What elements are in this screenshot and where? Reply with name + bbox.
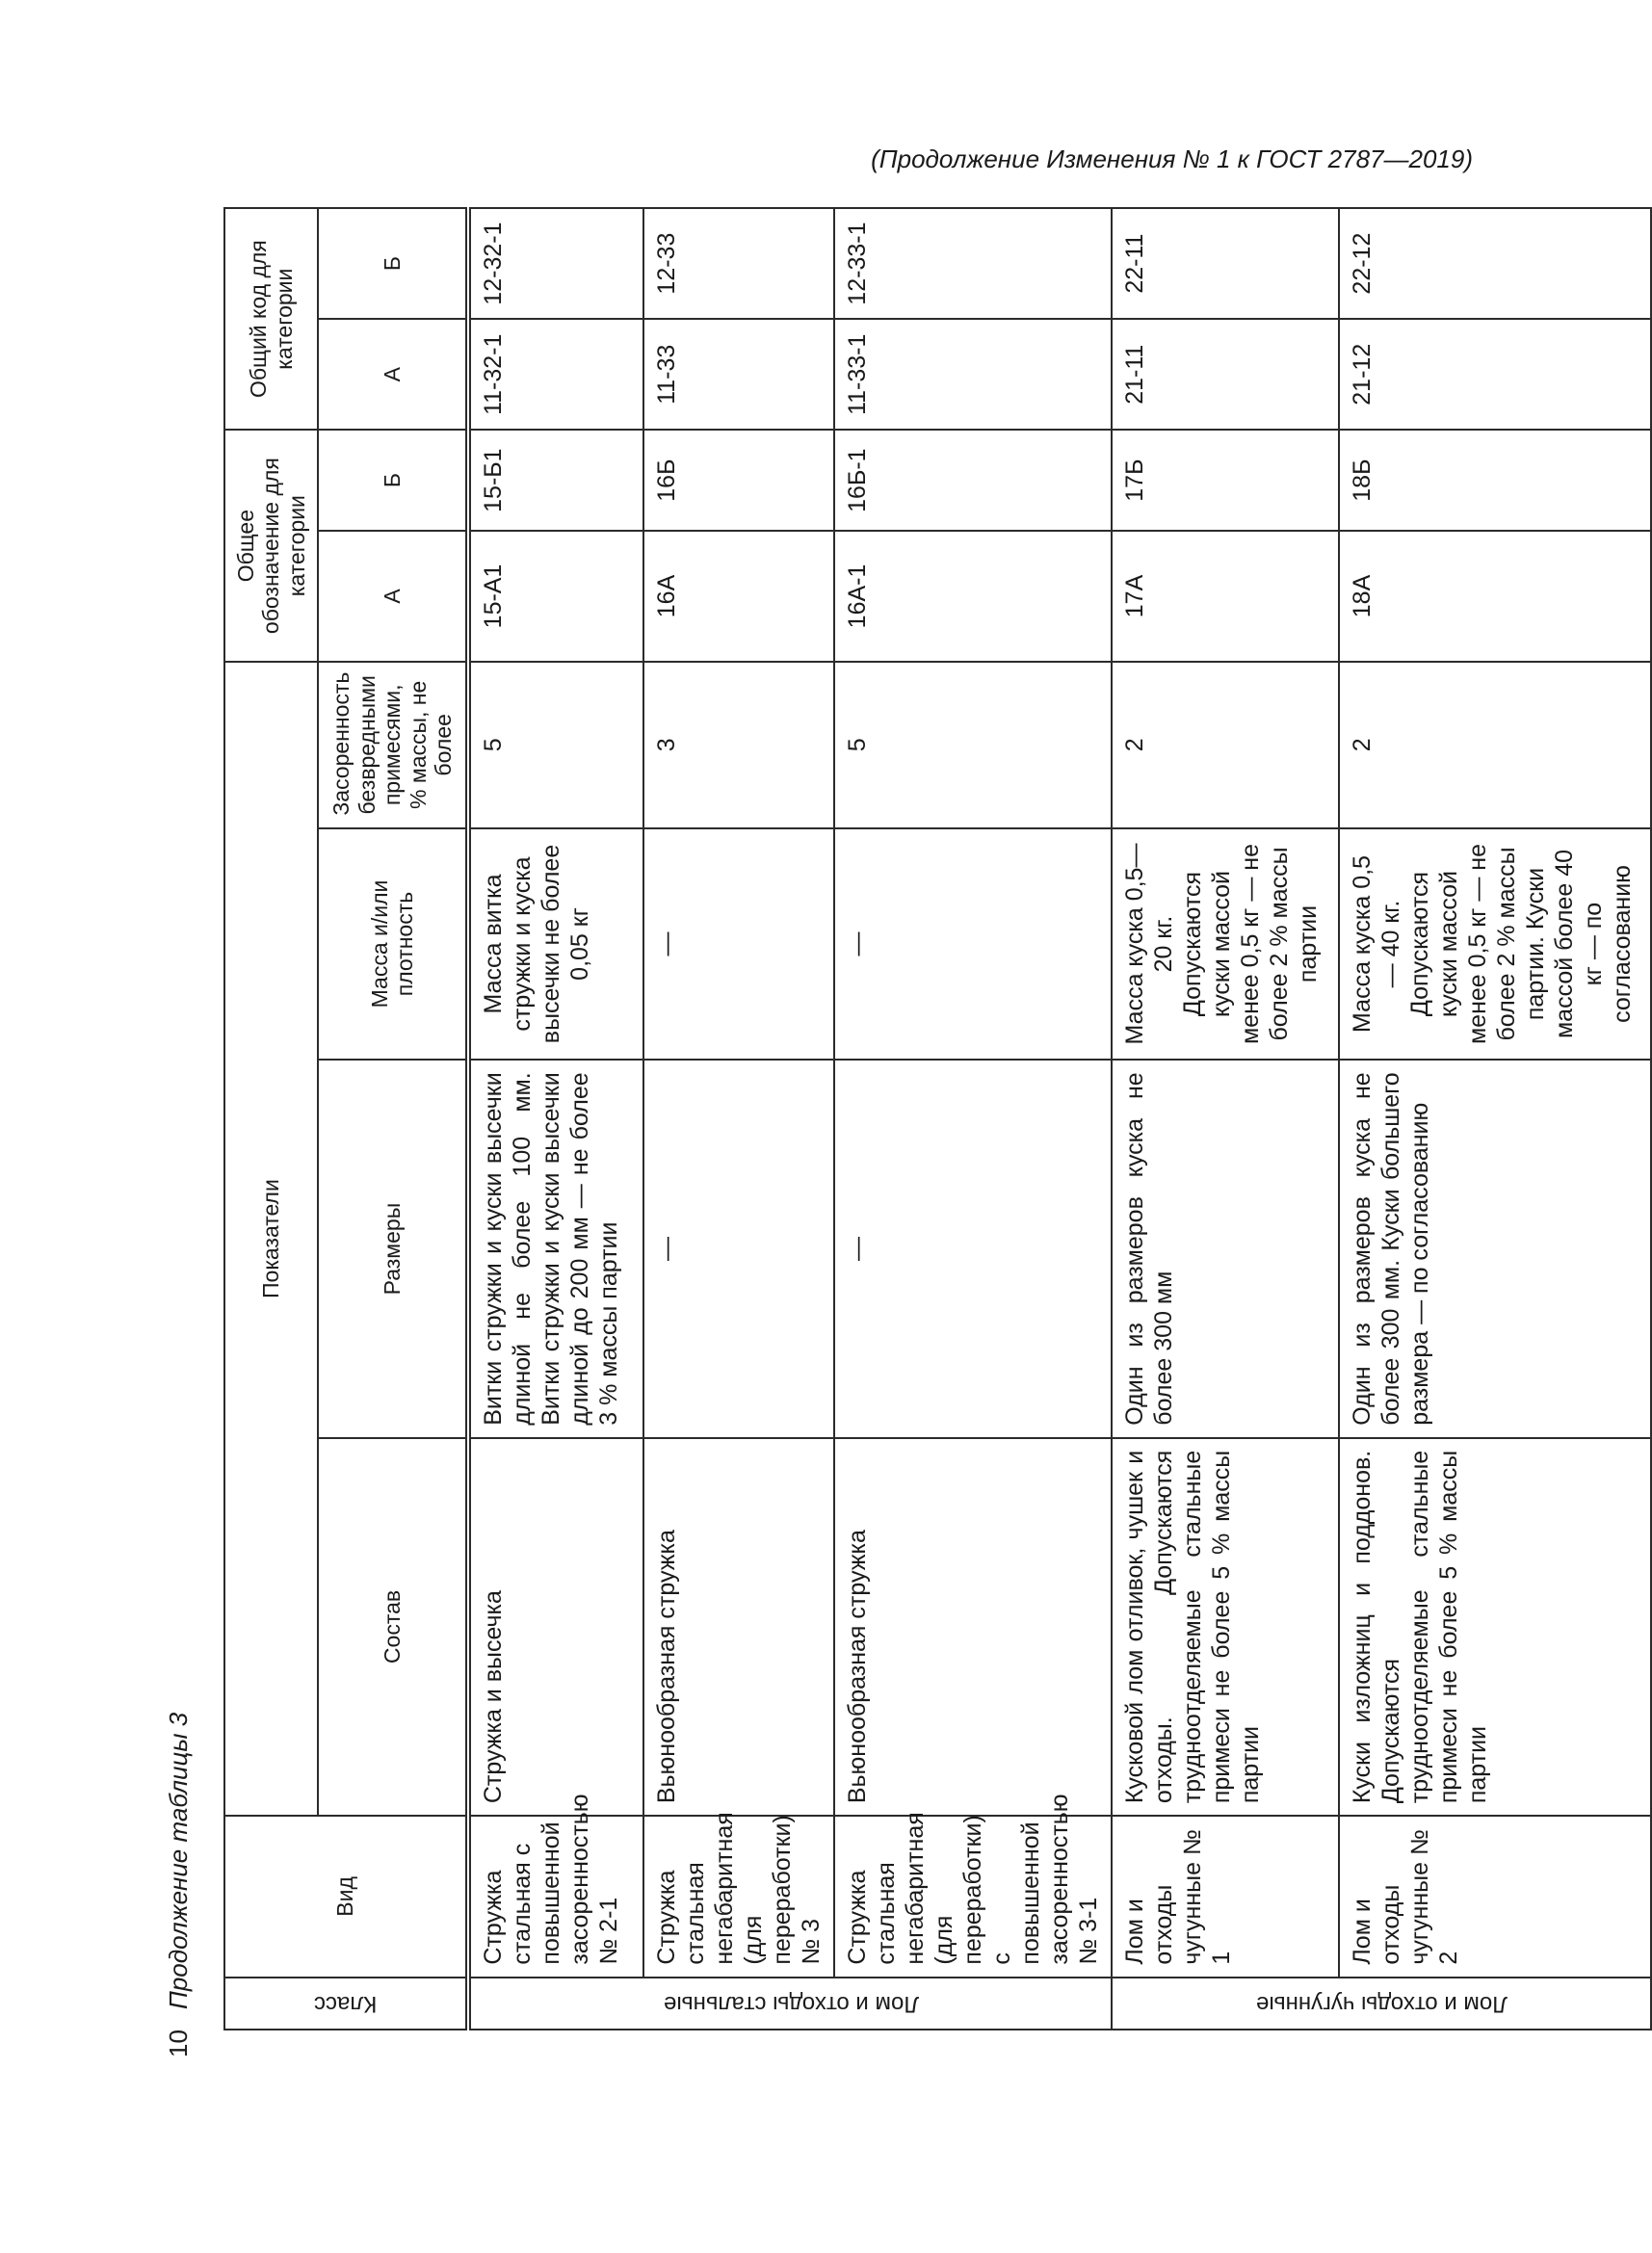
- cell-vid: Лом и отходы чугунные № 1: [1112, 1816, 1339, 1977]
- cell-oboznachenie-a: 16А: [643, 531, 834, 662]
- cell-massa: Масса куска 0,5—20 кг. Допускаются куски массой менее 0,5 кг — не более 2 % массы партии: [1112, 828, 1339, 1061]
- cell-zasor: 2: [1339, 662, 1651, 828]
- header-row-2: [318, 208, 468, 2030]
- group-steel: Лом и отходы стальные: [468, 1978, 1112, 2030]
- table-row: [1112, 208, 1339, 2030]
- cell-vid: Стружка стальная негабаритная (для переработки) с повышенной засоренностью № 3-1: [834, 1816, 1112, 1977]
- cell-kod-a: 21-12: [1339, 319, 1651, 430]
- cell-oboznachenie-b: 15-Б1: [468, 430, 643, 531]
- cell-kod-a: 11-32-1: [468, 319, 643, 430]
- header-category-a: А: [318, 531, 468, 662]
- cell-razmery: Один из размеров куска не более 300 мм: [1112, 1060, 1339, 1437]
- specification-table: [223, 207, 1652, 2030]
- cell-massa: Масса куска 0,5 — 40 кг. Допускаются куски массой менее 0,5 кг — не более 2 % массы партии. Куски массой более 40 кг — по согласованию: [1339, 828, 1651, 1061]
- header-row-1: [224, 208, 318, 2030]
- cell-oboznachenie-b: 16Б: [643, 430, 834, 531]
- header-code-category-b: Б: [318, 208, 468, 319]
- cell-sostav: Стружка и высечка: [468, 1438, 643, 1816]
- cell-kod-b: 22-11: [1112, 208, 1339, 319]
- cell-oboznachenie-a: 15-А1: [468, 531, 643, 662]
- page-number: 10: [164, 2030, 193, 2057]
- cell-kod-a: 21-11: [1112, 319, 1339, 430]
- cell-oboznachenie-b: 17Б: [1112, 430, 1339, 531]
- cell-kod-b: 12-32-1: [468, 208, 643, 319]
- cell-vid: Стружка стальная с повышенной засоренностью № 2-1: [468, 1816, 643, 1977]
- table-row: [834, 208, 1112, 2030]
- header-vid: Вид: [224, 1816, 468, 1977]
- header-category-b: Б: [318, 430, 468, 531]
- header-zasor: Засоренность безвредными примесями, % массы, не более: [318, 662, 468, 828]
- table-row: [643, 208, 834, 2030]
- header-klass: Класс: [224, 1978, 468, 2030]
- cell-massa: —: [834, 828, 1112, 1061]
- cell-sostav: Вьюнообразная стружка: [643, 1438, 834, 1816]
- header-razmery: Размеры: [318, 1060, 468, 1437]
- cell-massa: —: [643, 828, 834, 1061]
- header-code-category-a: А: [318, 319, 468, 430]
- header-sostav: Состав: [318, 1438, 468, 1816]
- cell-massa: Масса витка стружки и куска высечки не более 0,05 кг: [468, 828, 643, 1061]
- cell-oboznachenie-b: 18Б: [1339, 430, 1651, 531]
- cell-zasor: 3: [643, 662, 834, 828]
- header-kod: Общий код для категории: [224, 208, 318, 430]
- header-pokazateli: Показатели: [224, 662, 318, 1816]
- cell-vid: Лом и отходы чугунные № 2: [1339, 1816, 1651, 1977]
- table-row: [468, 208, 643, 2030]
- cell-oboznachenie-b: 16Б-1: [834, 430, 1112, 531]
- cell-zasor: 5: [834, 662, 1112, 828]
- cell-razmery: —: [834, 1060, 1112, 1437]
- header-massa: Масса и/или плотность: [318, 828, 468, 1061]
- cell-razmery: —: [643, 1060, 834, 1437]
- cell-oboznachenie-a: 17А: [1112, 531, 1339, 662]
- cell-kod-a: 11-33-1: [834, 319, 1112, 430]
- cell-vid: Стружка стальная негабаритная (для переработки) № 3: [643, 1816, 834, 1977]
- document-header-reference: (Продолжение Изменения № 1 к ГОСТ 2787—2019): [871, 144, 1473, 173]
- cell-zasor: 5: [468, 662, 643, 828]
- cell-kod-b: 12-33-1: [834, 208, 1112, 319]
- cell-kod-a: 11-33: [643, 319, 834, 430]
- cell-sostav: Вьюнообразная стружка: [834, 1438, 1112, 1816]
- table-caption: Продолжение таблицы 3: [164, 1712, 193, 2009]
- cell-sostav: Кусковой лом отливок, чушек и отходы. Допускаются трудноотделяемые стальные примеси не более 5 % массы партии: [1112, 1438, 1339, 1816]
- cell-zasor: 2: [1112, 662, 1339, 828]
- cell-oboznachenie-a: 16А-1: [834, 531, 1112, 662]
- cell-kod-b: 12-33: [643, 208, 834, 319]
- header-oboznachenie: Общее обозначение для категории: [224, 430, 318, 662]
- cell-oboznachenie-a: 18А: [1339, 531, 1651, 662]
- group-cast-iron: Лом и отходы чугунные: [1112, 1978, 1651, 2030]
- cell-razmery: Витки стружки и куски высечки длиной не более 100 мм. Витки стружки и куски высечки длиной до 200 мм — не более 3 % массы партии: [468, 1060, 643, 1437]
- rotated-table-area: [164, 207, 1637, 2057]
- cell-sostav: Куски изложниц и поддонов. Допускаются трудноотделяемые стальные примеси не более 5 % массы партии: [1339, 1438, 1651, 1816]
- table-row: [1339, 208, 1651, 2030]
- cell-razmery: Один из размеров куска не более 300 мм. Куски большего размера — по согласованию: [1339, 1060, 1651, 1437]
- cell-kod-b: 22-12: [1339, 208, 1651, 319]
